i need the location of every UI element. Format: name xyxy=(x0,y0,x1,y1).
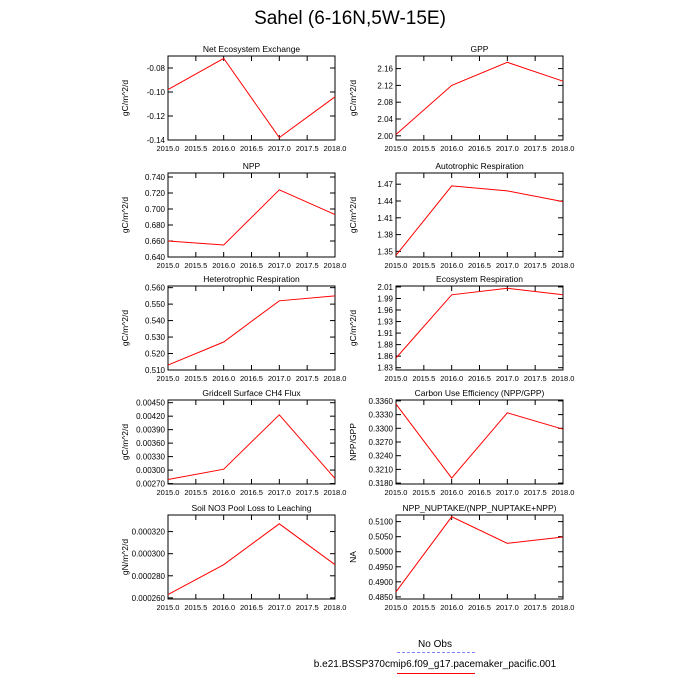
series-line xyxy=(168,415,335,480)
y-tick-label: 1.93 xyxy=(377,317,393,327)
x-tick-label: 2017.0 xyxy=(267,261,291,270)
x-tick-label: 2017.0 xyxy=(267,374,291,383)
y-tick-label: 0.4850 xyxy=(368,592,393,602)
x-tick-label: 2015.5 xyxy=(184,261,208,270)
panel-10 xyxy=(348,503,574,612)
panel-7 xyxy=(120,388,346,497)
x-tick-label: 2015.0 xyxy=(156,488,180,497)
x-tick-label: 2016.5 xyxy=(240,261,263,270)
series-line xyxy=(396,517,563,592)
y-tick-label: 0.3330 xyxy=(368,410,393,420)
y-tick-label: 0.00300 xyxy=(136,466,165,476)
y-tick-label: 0.3240 xyxy=(368,451,393,461)
y-axis-label: gC/m^2/d xyxy=(348,309,358,347)
y-tick-label: 0.550 xyxy=(144,300,165,310)
series-line xyxy=(168,190,335,245)
x-tick-label: 2015.0 xyxy=(156,144,180,153)
y-tick-label: 0.00330 xyxy=(136,452,165,462)
x-tick-label: 2016.0 xyxy=(212,261,236,270)
y-tick-label: 0.700 xyxy=(144,205,165,214)
x-tick-label: 2015.5 xyxy=(412,488,436,497)
panel-frame xyxy=(396,286,563,370)
panel-title: Net Ecosystem Exchange xyxy=(202,44,301,54)
x-tick-label: 2016.0 xyxy=(440,488,464,497)
panel-title: Soil NO3 Pool Loss to Leaching xyxy=(191,503,312,513)
x-tick-label: 2017.5 xyxy=(523,144,547,153)
x-tick-label: 2015.0 xyxy=(384,374,408,383)
panel-frame xyxy=(168,515,335,599)
panel-frame xyxy=(396,173,563,257)
x-tick-label: 2015.0 xyxy=(384,603,408,612)
x-tick-label: 2017.5 xyxy=(523,374,547,383)
panel-frame xyxy=(396,515,563,599)
y-tick-label: 0.3270 xyxy=(368,438,393,447)
x-tick-label: 2018.0 xyxy=(551,488,575,497)
y-tick-label: 2.12 xyxy=(377,81,393,91)
panel-6 xyxy=(348,274,574,383)
x-tick-label: 2016.5 xyxy=(468,374,491,383)
y-tick-label: 0.530 xyxy=(144,333,165,343)
y-axis-label: gC/m^2/d xyxy=(120,309,130,347)
y-tick-label: 1.47 xyxy=(377,180,393,190)
y-tick-label: 0.740 xyxy=(144,173,165,182)
x-tick-label: 2016.0 xyxy=(212,603,236,612)
y-tick-label: 0.00270 xyxy=(136,479,165,489)
y-tick-label: 0.000260 xyxy=(131,593,165,603)
x-tick-label: 2017.0 xyxy=(267,488,291,497)
y-tick-label: 2.16 xyxy=(377,64,393,74)
series-line xyxy=(396,186,563,255)
y-tick-label: 0.00450 xyxy=(136,398,165,408)
panel-title: NPP_NUPTAKE/(NPP_NUPTAKE+NPP) xyxy=(402,503,557,513)
x-tick-label: 2017.5 xyxy=(523,488,547,497)
panel-5 xyxy=(120,274,346,383)
x-tick-label: 2017.0 xyxy=(267,603,291,612)
y-tick-label: 2.04 xyxy=(377,115,393,124)
x-tick-label: 2015.0 xyxy=(156,374,180,383)
y-axis-label: gC/m^2/d xyxy=(120,423,130,461)
x-tick-label: 2016.5 xyxy=(240,144,263,153)
panel-4 xyxy=(348,161,574,270)
y-axis-label: gC/m^2/d xyxy=(120,196,130,234)
legend-case-label: b.e21.BSSP370cmip6.f09_g17.pacemaker_pacific.001 xyxy=(313,659,557,670)
figure-title: Sahel (6-16N,5W-15E) xyxy=(254,8,446,29)
series-line xyxy=(168,58,335,137)
y-tick-label: 0.3180 xyxy=(368,479,393,489)
x-tick-label: 2016.0 xyxy=(440,603,464,612)
x-tick-label: 2016.5 xyxy=(468,261,491,270)
x-tick-label: 2016.5 xyxy=(468,603,491,612)
x-tick-label: 2017.0 xyxy=(495,603,519,612)
x-tick-label: 2015.0 xyxy=(384,488,408,497)
x-tick-label: 2015.5 xyxy=(184,488,208,497)
x-tick-label: 2017.0 xyxy=(495,261,519,270)
x-tick-label: 2017.5 xyxy=(295,374,319,383)
y-tick-label: 0.4900 xyxy=(368,577,393,587)
y-tick-label: 1.38 xyxy=(377,230,393,240)
y-axis-label: gC/m^2/d xyxy=(120,79,130,117)
y-axis-label: gC/m^2/d xyxy=(348,79,358,117)
panel-2 xyxy=(348,44,574,153)
x-tick-label: 2017.5 xyxy=(523,261,547,270)
y-tick-label: -0.08 xyxy=(146,64,165,73)
panel-frame xyxy=(396,400,563,484)
x-tick-label: 2015.0 xyxy=(156,603,180,612)
x-tick-label: 2016.5 xyxy=(468,488,491,497)
series-line xyxy=(396,404,563,478)
y-tick-label: 0.520 xyxy=(144,349,165,359)
x-tick-label: 2017.5 xyxy=(295,488,319,497)
y-tick-label: 2.01 xyxy=(377,282,393,292)
x-tick-label: 2016.0 xyxy=(212,374,236,383)
legend-no-obs-label: No Obs xyxy=(418,639,452,650)
series-line xyxy=(168,524,335,595)
x-tick-label: 2018.0 xyxy=(551,374,575,383)
y-axis-label: NPP/GPP xyxy=(348,423,358,461)
y-tick-label: -0.10 xyxy=(146,88,165,97)
y-tick-label: 0.640 xyxy=(144,253,165,262)
panel-3 xyxy=(120,161,346,270)
x-tick-label: 2017.5 xyxy=(295,603,319,612)
y-tick-label: 0.720 xyxy=(144,189,165,198)
x-tick-label: 2015.5 xyxy=(412,144,436,153)
x-tick-label: 2016.0 xyxy=(212,488,236,497)
y-axis-label: gC/m^2/d xyxy=(348,196,358,234)
panel-title: GPP xyxy=(470,44,489,54)
x-tick-label: 2016.0 xyxy=(212,144,236,153)
panel-frame xyxy=(168,173,335,257)
x-tick-label: 2018.0 xyxy=(323,374,347,383)
y-tick-label: 0.5050 xyxy=(368,532,393,542)
y-tick-label: 1.35 xyxy=(377,247,393,257)
y-tick-label: 1.88 xyxy=(377,340,393,350)
y-tick-label: 2.00 xyxy=(377,131,393,141)
y-tick-label: 1.86 xyxy=(377,352,393,362)
panel-title: Heterotrophic Respiration xyxy=(203,274,300,284)
x-tick-label: 2017.0 xyxy=(495,144,519,153)
y-tick-label: 0.540 xyxy=(144,316,165,326)
legend-case-line xyxy=(397,673,475,674)
x-tick-label: 2017.5 xyxy=(523,603,547,612)
y-tick-label: 0.00390 xyxy=(136,425,165,435)
y-tick-label: 0.560 xyxy=(144,283,165,293)
panel-title: NPP xyxy=(242,161,261,171)
y-tick-label: 0.680 xyxy=(144,221,165,230)
panel-title: Carbon Use Efficiency (NPP/GPP) xyxy=(414,388,545,398)
y-tick-label: 1.83 xyxy=(377,363,393,373)
series-line xyxy=(396,62,563,134)
x-tick-label: 2017.5 xyxy=(295,144,319,153)
panel-1 xyxy=(120,44,346,153)
x-tick-label: 2015.0 xyxy=(384,261,408,270)
x-tick-label: 2018.0 xyxy=(551,144,575,153)
x-tick-label: 2015.5 xyxy=(184,374,208,383)
panel-title: Gridcell Surface CH4 Flux xyxy=(202,388,301,398)
panel-9 xyxy=(120,503,346,612)
y-tick-label: 1.99 xyxy=(377,294,393,304)
y-tick-label: 2.08 xyxy=(377,98,393,108)
x-tick-label: 2017.5 xyxy=(295,261,319,270)
y-axis-label: gN/m^2/d xyxy=(120,538,130,576)
x-tick-label: 2015.5 xyxy=(412,374,436,383)
x-tick-label: 2016.5 xyxy=(240,603,263,612)
y-tick-label: 0.00420 xyxy=(136,412,165,422)
y-tick-label: 0.5000 xyxy=(368,547,393,557)
y-tick-label: 0.000300 xyxy=(131,549,165,559)
y-tick-label: 0.4950 xyxy=(368,562,393,572)
y-tick-label: 0.510 xyxy=(144,366,165,375)
x-tick-label: 2016.5 xyxy=(240,488,263,497)
y-tick-label: 0.5100 xyxy=(368,517,393,527)
x-tick-label: 2017.0 xyxy=(495,488,519,497)
panel-8 xyxy=(348,388,574,497)
y-tick-label: -0.14 xyxy=(146,136,165,145)
x-tick-label: 2017.0 xyxy=(267,144,291,153)
y-tick-label: 0.000280 xyxy=(131,571,165,581)
x-tick-label: 2018.0 xyxy=(551,603,575,612)
panel-title: Ecosystem Respiration xyxy=(436,274,523,284)
legend-no-obs-line xyxy=(397,652,475,653)
x-tick-label: 2015.5 xyxy=(184,144,208,153)
y-tick-label: 0.00360 xyxy=(136,439,165,449)
x-tick-label: 2015.0 xyxy=(156,261,180,270)
x-tick-label: 2015.5 xyxy=(184,603,208,612)
y-tick-label: -0.12 xyxy=(146,112,165,121)
panel-frame xyxy=(396,56,563,140)
x-tick-label: 2015.0 xyxy=(384,144,408,153)
x-tick-label: 2018.0 xyxy=(551,261,575,270)
series-line xyxy=(396,288,563,358)
x-tick-label: 2016.5 xyxy=(240,374,263,383)
x-tick-label: 2015.5 xyxy=(412,261,436,270)
series-line xyxy=(168,296,335,365)
x-tick-label: 2016.0 xyxy=(440,144,464,153)
x-tick-label: 2015.5 xyxy=(412,603,436,612)
x-tick-label: 2016.0 xyxy=(440,374,464,383)
y-tick-label: 0.3210 xyxy=(368,465,393,475)
x-tick-label: 2018.0 xyxy=(323,603,347,612)
y-tick-label: 1.91 xyxy=(377,329,393,339)
y-tick-label: 0.3360 xyxy=(368,396,393,406)
y-tick-label: 1.44 xyxy=(377,197,393,206)
y-tick-label: 0.000320 xyxy=(131,527,165,537)
y-tick-label: 0.660 xyxy=(144,237,165,246)
x-tick-label: 2016.5 xyxy=(468,144,491,153)
x-tick-label: 2018.0 xyxy=(323,488,347,497)
x-tick-label: 2018.0 xyxy=(323,261,347,270)
x-tick-label: 2018.0 xyxy=(323,144,347,153)
y-axis-label: NA xyxy=(348,551,358,563)
x-tick-label: 2017.0 xyxy=(495,374,519,383)
y-tick-label: 1.96 xyxy=(377,306,393,315)
x-tick-label: 2016.0 xyxy=(440,261,464,270)
y-tick-label: 1.41 xyxy=(377,213,393,223)
y-tick-label: 0.3300 xyxy=(368,424,393,434)
panel-title: Autotrophic Respiration xyxy=(435,161,524,171)
